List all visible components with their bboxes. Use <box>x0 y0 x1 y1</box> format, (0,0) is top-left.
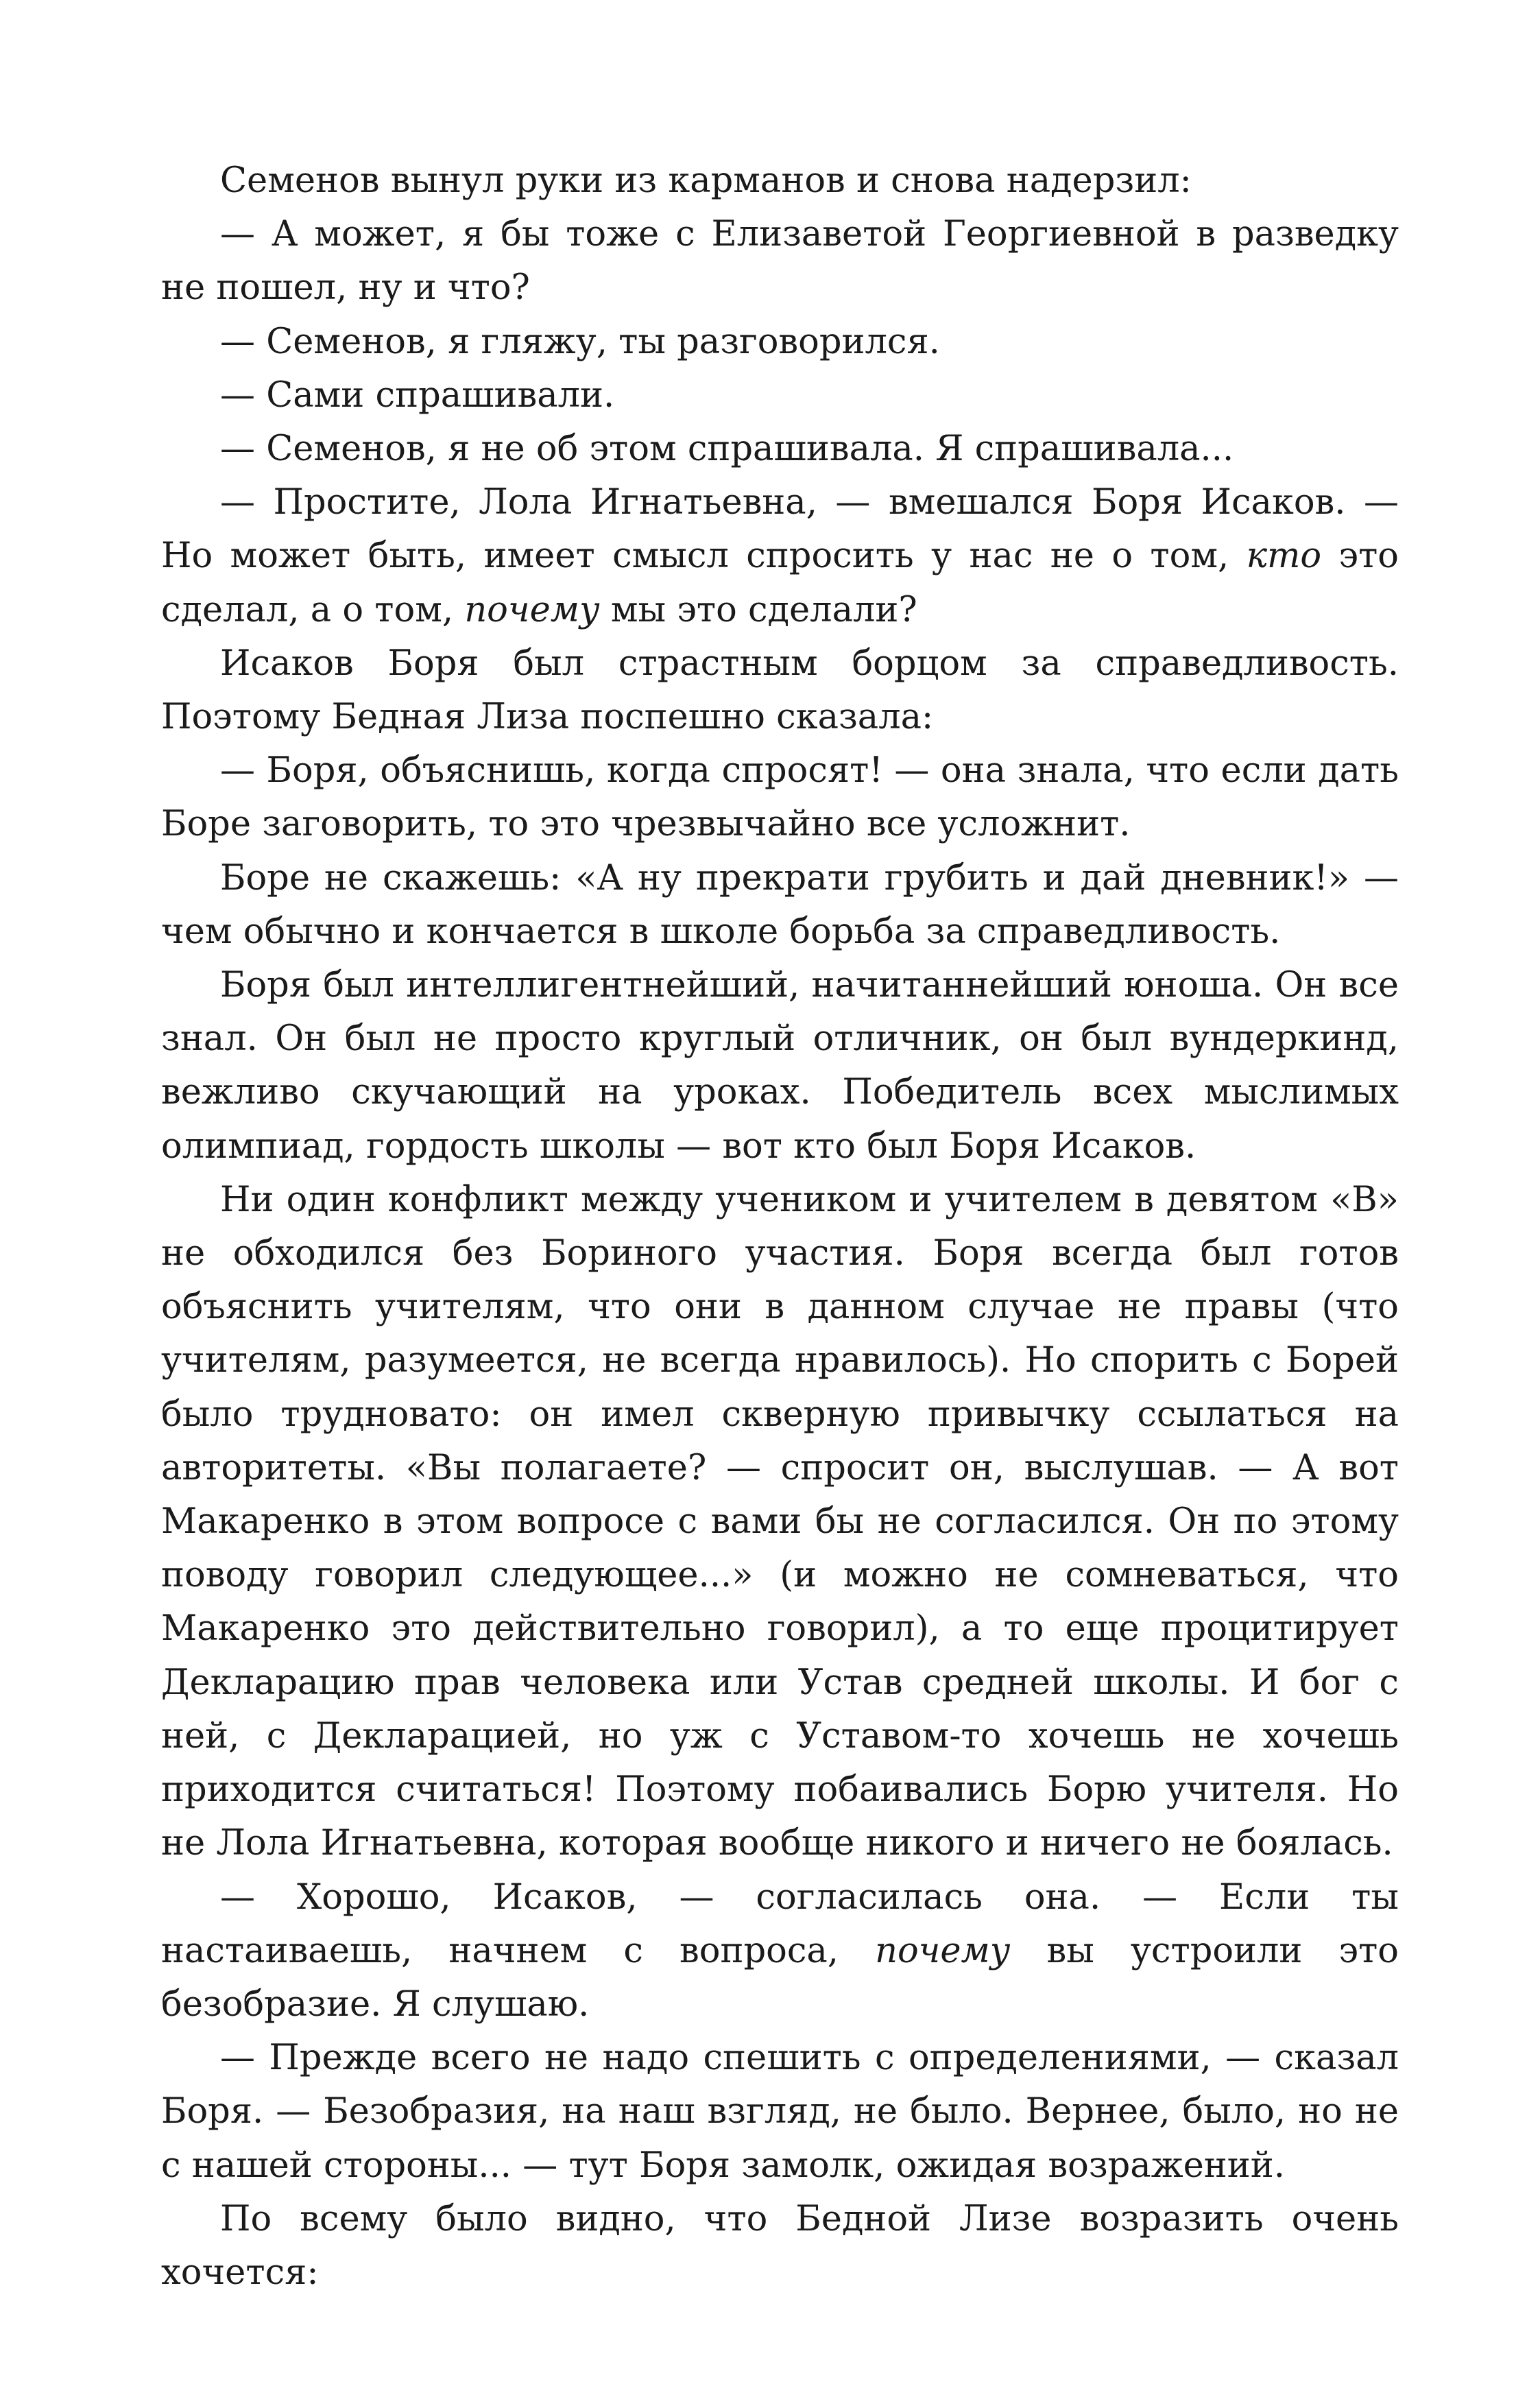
book-page <box>161 154 1399 2300</box>
paragraph-14: По всему было видно, что Бедной Лизе возразить очень хочется: <box>161 2198 1399 2293</box>
paragraph-3: — Семенов, я гляжу, ты разговорился. <box>220 321 940 362</box>
italic-emphasis: кто <box>1246 536 1322 577</box>
paragraph-8: — Боря, объяснишь, когда спросят! — она знала, что если дать Боре заговорить, то это чрезвычайно все усложнит. <box>161 750 1399 845</box>
italic-emphasis: почему <box>464 589 600 630</box>
paragraph-7: Исаков Боря был страстным борцом за справедливость. Поэтому Бедная Лиза поспешно сказала: <box>161 643 1399 738</box>
paragraph-2: — А может, я бы тоже с Елизаветой Георгиевной в разведку не пошел, ну и что? <box>161 214 1399 309</box>
paragraph-5: — Семенов, я не об этом спрашивала. Я спрашивала... <box>220 429 1234 470</box>
paragraph-11: Ни один конфликт между учеником и учителем в девятом «В» не обходился без Бориного участия. Боря всегда был готов объяснить учителям, что они в данном случае не правы (что учителям, разумеется, не всегда нравилось). Но спорить с Борей было трудновато: он имел скверную привычку ссылаться на авторитеты. «Вы полагаете? — спросит он, выслушав. — А вот Макаренко в этом вопросе с вами бы не согласился. Он по этому поводу говорил следующее...» (и можно не сомневаться, что Макаренко это действительно говорил), а то еще процитирует Декларацию прав человека или Устав средней школы. И бог с ней, с Декларацией, но уж с Уставом-то хочешь не хочешь приходится считаться! Поэтому побаивались Борю учителя. Но не Лола Игнатьевна, которая вообще никого и ничего не боялась. <box>161 1179 1399 1864</box>
paragraph-4: — Сами спрашивали. <box>220 374 615 416</box>
paragraph-13: — Прежде всего не надо спешить с определениями, — сказал Боря. — Безобразия, на наш взгляд, не было. Вернее, было, но не с нашей стороны... — тут Боря замолк, ожидая возражений. <box>161 2038 1399 2186</box>
paragraph-10: Боря был интеллигентнейший, начитаннейший юноша. Он все знал. Он был не просто круглый отличник, он был вундеркинд, вежливо скучающий на уроках. Победитель всех мыслимых олимпиад, гордость школы — вот кто был Боря Исаков. <box>161 965 1399 1167</box>
paragraph-1: Семенов вынул руки из карманов и снова надерзил: <box>220 160 1192 201</box>
paragraph-9: Боре не скажешь: «А ну прекрати грубить и дай дневник!» — чем обычно и кончается в школе борьба за справедливость. <box>161 857 1399 952</box>
paragraph-12: — Хорошо, Исаков, — согласилась она. — Если ты настаиваешь, начнем с вопроса, почему вы устроили это безобразие. Я слушаю. <box>161 1877 1399 2025</box>
italic-emphasis: почему <box>875 1930 1011 1971</box>
paragraph-6: — Простите, Лола Игнатьевна, — вмешался Боря Исаков. — Но может быть, имеет смысл спросить у нас не о том, кто это сделал, а о том, почему мы это сделали? <box>161 482 1399 630</box>
